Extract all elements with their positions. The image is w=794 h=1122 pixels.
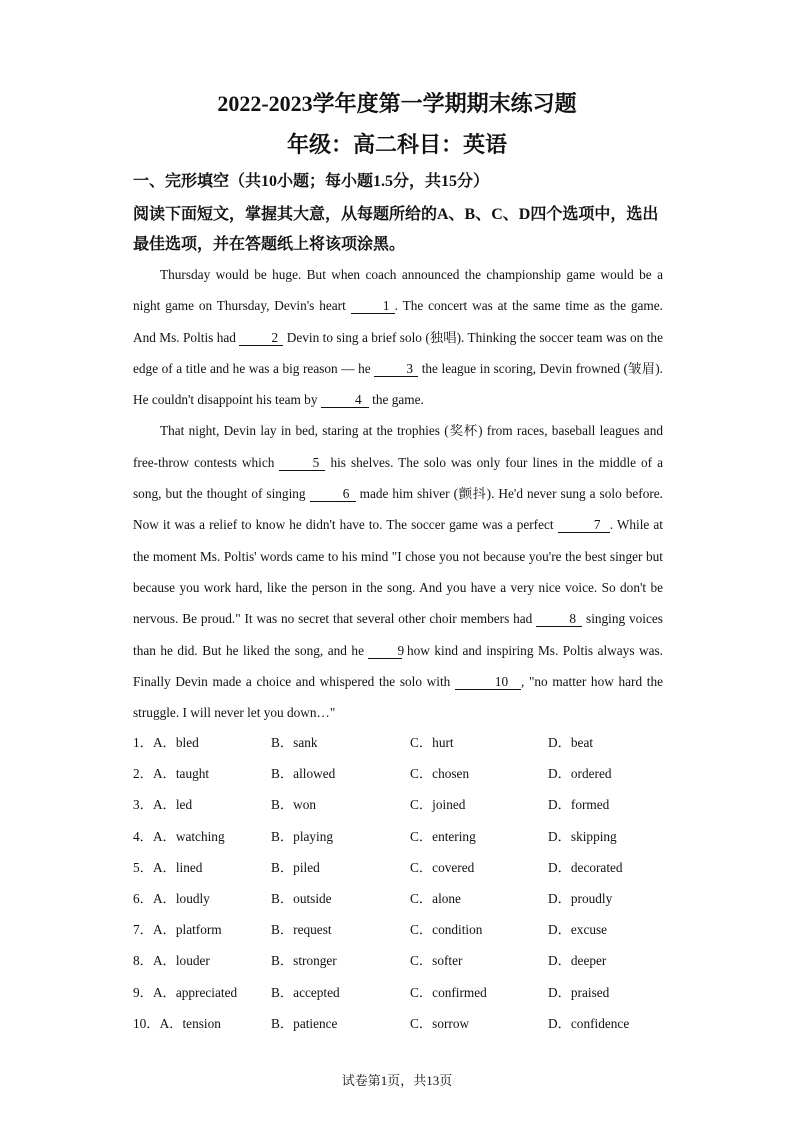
question-row bbox=[133, 945, 693, 976]
option-c: C．condition bbox=[410, 922, 483, 938]
passage-text: the game. bbox=[372, 392, 424, 408]
option-a-text: A．louder bbox=[152, 953, 210, 969]
option-a-text: A．tension bbox=[159, 1015, 221, 1031]
cloze-blank-9: 9 bbox=[368, 643, 402, 659]
option-b: B．allowed bbox=[271, 766, 336, 782]
cloze-blank-4: 4 bbox=[321, 392, 369, 408]
option-a bbox=[133, 977, 237, 1008]
cloze-blank-6: 6 bbox=[310, 486, 356, 502]
question-number: 9． bbox=[133, 984, 153, 1000]
question-row bbox=[133, 883, 693, 914]
option-b: B．outside bbox=[271, 890, 332, 906]
option-a bbox=[133, 789, 192, 820]
option-c: C．chosen bbox=[410, 766, 470, 782]
option-b: B．request bbox=[271, 922, 332, 938]
passage-text: . While at the moment Ms. Poltis' words came to his mind "I chose you not because you're the best singer but because you work hard, like the person in the song. And you have a very nice voice. So don't be nervous. Be proud." It was no secret that several other choir members had bbox=[133, 517, 663, 627]
question-row bbox=[133, 977, 693, 1008]
question-number: 6． bbox=[133, 890, 153, 906]
option-d: D．beat bbox=[548, 735, 594, 750]
option-b: B．sank bbox=[271, 735, 318, 750]
option-a-text: A．watching bbox=[152, 828, 225, 844]
option-a-text: A．taught bbox=[152, 766, 210, 782]
option-a bbox=[133, 1008, 221, 1039]
option-a bbox=[133, 758, 209, 789]
option-a bbox=[133, 727, 199, 758]
passage-text: Devin to sing a brief solo (独唱). Thinking the soccer team was on the edge of a title and he was a big reason — he bbox=[133, 329, 663, 376]
cloze-passage bbox=[133, 259, 663, 728]
question-number: 10． bbox=[133, 1015, 160, 1031]
option-b: B．playing bbox=[271, 828, 334, 844]
passage-text: made him shiver (颤抖). He'd never sung a solo before. Now it was a relief to know he didn't have to. The soccer game was a perfect bbox=[133, 486, 664, 533]
passage-paragraph-2 bbox=[133, 415, 663, 728]
option-c: C．confirmed bbox=[410, 984, 487, 1000]
answer-options bbox=[133, 727, 693, 1039]
option-c: C．joined bbox=[410, 797, 466, 813]
cloze-blank-7: 7 bbox=[558, 517, 610, 533]
option-a-text: A．platform bbox=[152, 922, 222, 938]
passage-text: his shelves. The solo was only four lines in the middle of a song, but the thought of singing bbox=[133, 454, 664, 502]
question-row bbox=[133, 914, 693, 945]
option-a bbox=[133, 883, 210, 914]
cloze-blank-2: 2 bbox=[239, 330, 283, 346]
option-b: B．accepted bbox=[271, 984, 340, 1000]
question-row bbox=[133, 821, 693, 852]
exam-title: 2022-2023学年度第一学期期末练习题 bbox=[217, 91, 577, 116]
question-row bbox=[133, 789, 693, 820]
option-d: D．proudly bbox=[548, 890, 613, 906]
option-c: C．sorrow bbox=[410, 1015, 470, 1031]
option-b: B．stronger bbox=[271, 953, 337, 969]
cloze-blank-1: 1 bbox=[351, 298, 395, 314]
page-footer: 试卷第1页，共13页 bbox=[341, 1073, 453, 1088]
option-b: B．won bbox=[271, 797, 317, 813]
question-number: 8． bbox=[133, 953, 153, 969]
option-c: C．softer bbox=[410, 953, 463, 969]
option-d: D．ordered bbox=[548, 766, 612, 782]
option-b: B．patience bbox=[271, 1015, 338, 1031]
passage-text: the league in scoring, Devin frowned (皱眉). He couldn't disappoint his team by bbox=[133, 360, 663, 408]
cloze-blank-10: 10 bbox=[455, 674, 521, 690]
passage-text: Thursday would be huge. But when coach announced the championship game would be a night game on Thursday, Devin's heart bbox=[133, 267, 663, 314]
option-a-text: A．lined bbox=[152, 859, 203, 875]
option-d: D．confidence bbox=[548, 1015, 630, 1031]
section-heading: 一、完形填空（共10小题；每小题1.5分，共15分） bbox=[133, 173, 490, 190]
option-d: D．formed bbox=[548, 797, 610, 813]
question-number: 7． bbox=[133, 922, 153, 938]
question-number: 3． bbox=[133, 797, 153, 813]
option-a bbox=[133, 945, 210, 976]
option-a bbox=[133, 821, 225, 852]
option-a-text: A．led bbox=[152, 797, 193, 813]
option-d: D．decorated bbox=[548, 859, 623, 875]
option-a-text: A．loudly bbox=[152, 890, 210, 906]
option-d: D．deeper bbox=[548, 953, 607, 969]
cloze-blank-5: 5 bbox=[279, 455, 325, 471]
option-b: B．piled bbox=[271, 859, 320, 875]
passage-text: singing voices than he did. But he liked the song, and he bbox=[133, 611, 663, 658]
passage-text: , "no matter how hard the struggle. I will never let you down…" bbox=[133, 673, 663, 721]
option-a-text: A．appreciated bbox=[152, 984, 238, 1000]
option-a bbox=[133, 852, 202, 883]
exam-subtitle: 年级：高二科目：英语 bbox=[286, 132, 507, 157]
passage-text: That night, Devin lay in bed, staring at the trophies (奖杯) from races, baseball leagues and free-throw contests which bbox=[133, 423, 663, 470]
question-number: 5． bbox=[133, 859, 153, 875]
option-a-text: A．bled bbox=[152, 735, 199, 750]
passage-text: . The concert was at the same time as the game. And Ms. Poltis had bbox=[133, 298, 663, 345]
question-row bbox=[133, 1008, 693, 1039]
option-c: C．hurt bbox=[410, 735, 454, 750]
option-d: D．excuse bbox=[548, 922, 608, 938]
option-c: C．covered bbox=[410, 859, 475, 875]
question-number: 1． bbox=[133, 735, 153, 750]
option-d: D．skipping bbox=[548, 828, 617, 844]
option-c: C．alone bbox=[410, 890, 461, 906]
section-instructions: 阅读下面短文，掌握其大意，从每题所给的A、B、C、D四个选项中，选出最佳选项，并在答题纸上将该项涂黑。 bbox=[133, 206, 659, 253]
question-number: 4． bbox=[133, 828, 153, 844]
cloze-blank-8: 8 bbox=[536, 611, 582, 627]
question-row bbox=[133, 758, 693, 789]
cloze-blank-3: 3 bbox=[374, 361, 418, 377]
passage-paragraph-1 bbox=[133, 259, 663, 415]
question-row bbox=[133, 852, 693, 883]
question-row bbox=[133, 727, 693, 758]
question-number: 2． bbox=[133, 766, 153, 782]
option-a bbox=[133, 914, 222, 945]
option-d: D．praised bbox=[548, 984, 610, 1000]
option-c: C．entering bbox=[410, 828, 476, 844]
passage-text: how kind and inspiring Ms. Poltis always was. Finally Devin made a choice and whispered the solo with bbox=[133, 642, 663, 689]
